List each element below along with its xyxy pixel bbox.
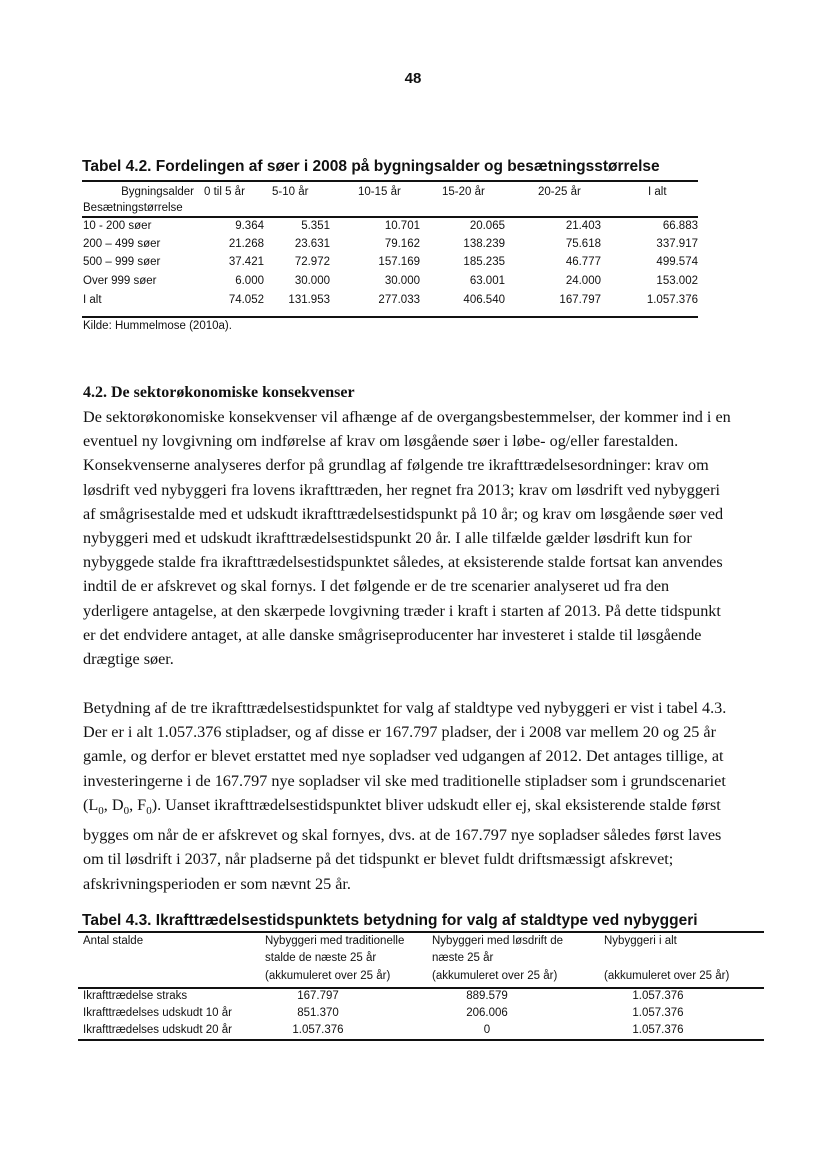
- paragraph-line: nybyggede stalde fra ikrafttrædelsestidspunktet således, at eksisterende stalde fortsat kan anvendes: [83, 553, 723, 572]
- table-cell: 1.057.376: [632, 1024, 684, 1036]
- table-cell: 72.972: [294, 256, 330, 268]
- table-4-2-col-header: 0 til 5 år: [204, 186, 245, 198]
- table-cell: 20.065: [469, 220, 505, 232]
- paragraph-line: Der er i alt 1.057.376 stipladser, og af disse er 167.797 pladser, der i 2008 var mellem 20 og 25 år: [83, 723, 717, 742]
- table-cell: 851.370: [297, 1007, 339, 1019]
- table-cell: 499.574: [656, 256, 698, 268]
- table-cell: 185.235: [463, 256, 505, 268]
- table-4-2-col-header: 15-20 år: [442, 186, 485, 198]
- table-4-3-col-header: (akkumuleret over 25 år): [432, 970, 558, 982]
- paragraph-line: løsdrift ved nybyggeri fra lovens ikrafttræden, her regnet fra 2013; krav om løsdrift ved nybyggeri: [83, 480, 720, 499]
- row-label: 200 – 499 søer: [83, 238, 161, 250]
- paragraph-line: af smågrisestalde med et udskudt ikrafttrædelsestidspunkt på 10 år; og krav om løsgående søer ved: [83, 504, 724, 523]
- table-4-2-col-header: 5-10 år: [272, 186, 309, 198]
- table-4-2-col-header: 20-25 år: [538, 186, 581, 198]
- table-cell: 1.057.376: [632, 1007, 684, 1019]
- paragraph-line: er det endvidere antaget, at alle danske smågriseproducenter har investeret i stalde til løsgående: [83, 625, 702, 644]
- table-cell: 75.618: [565, 238, 601, 250]
- table-cell: 206.006: [466, 1007, 508, 1019]
- table-4-2-row-header-label: Bygningsalder: [121, 186, 194, 198]
- table-4-3-col-header: (akkumuleret over 25 år): [265, 970, 391, 982]
- paragraph-line: yderligere antagelse, at den skærpede lovgivning træder i kraft i starten af 2013. På dette tidspunkt: [83, 601, 721, 620]
- table-cell: 63.001: [469, 275, 505, 287]
- paragraph-line: afskrivningsperioden er som nævnt 25 år.: [83, 874, 351, 893]
- table-4-3-row-header: Antal stalde: [83, 935, 144, 947]
- table-4-2-top-rule: [82, 180, 698, 182]
- table-4-3-bottom-rule: [78, 1039, 764, 1041]
- table-4-3-col-header: Nybyggeri i alt: [604, 935, 677, 947]
- table-cell: 21.403: [565, 220, 601, 232]
- paragraph-line: Konsekvenserne analyseres derfor på grundlag af følgende tre ikrafttrædelsesordninger: krav om: [83, 456, 709, 475]
- table-4-3-top-rule: [78, 931, 764, 933]
- table-4-3-col-header: Nybyggeri med traditionelle: [265, 935, 405, 947]
- table-cell: 157.169: [378, 256, 420, 268]
- table-cell: 23.631: [294, 238, 330, 250]
- paragraph-line: om til løsdrift i 2037, når pladserne på det tidspunkt er blevet fuldt driftsmæssigt afskrevet;: [83, 850, 674, 869]
- table-4-3-title: Tabel 4.3. Ikrafttrædelsestidspunktets betydning for valg af staldtype ved nybyggeri: [82, 912, 698, 929]
- table-cell: 406.540: [463, 294, 505, 306]
- page-number: 48: [404, 70, 422, 87]
- table-4-2-bottom-rule: [82, 316, 698, 318]
- table-4-3-col-header: stalde de næste 25 år: [265, 952, 377, 964]
- table-cell: 37.421: [228, 256, 264, 268]
- table-cell: 79.162: [384, 238, 420, 250]
- paragraph-line: nybyggeri med et udskudt ikrafttrædelsestidspunkt 20 år. I alle tilfælde gælder løsdrift kun for: [83, 529, 692, 548]
- table-cell: 46.777: [565, 256, 601, 268]
- table-cell: 337.917: [656, 238, 698, 250]
- paragraph-line: indtil de er afskrevet og skal fornys. I det følgende er de tre scenarier analyseret ud fra den: [83, 577, 670, 596]
- table-cell: 138.239: [463, 238, 505, 250]
- table-cell: 9.364: [235, 220, 264, 232]
- table-4-2-title: Tabel 4.2. Fordelingen af søer i 2008 på bygningsalder og besætningsstørrelse: [82, 158, 660, 175]
- paragraph-line: gamle, og derfor er blevet erstattet med nye sopladser ved udgangen af 2012. Det antages tillige, at: [83, 747, 724, 766]
- paragraph-line: De sektorøkonomiske konsekvenser vil afhænge af de overgangsbestemmelser, der kommer ind i en: [83, 408, 731, 426]
- paragraph-line: bygges om når de er afskrevet og skal fornyes, dvs. at de 167.797 nye sopladser således først laves: [83, 826, 722, 845]
- table-cell: 167.797: [559, 294, 601, 306]
- table-cell: 1.057.376: [632, 990, 684, 1002]
- table-cell: 66.883: [662, 220, 698, 232]
- table-4-2-col-header-label: Besætningstørrelse: [83, 202, 183, 214]
- table-4-3-col-header: (akkumuleret over 25 år): [604, 970, 730, 982]
- table-cell: 30.000: [384, 275, 420, 287]
- paragraph-2-formula-line: ($L_0$, $D_0$, $F_0$). Uanset ikrafttrædelsestidspunktet bliver udskudt eller ej, skal eksisterende stalde først: [83, 795, 721, 818]
- table-cell: 74.052: [228, 294, 264, 306]
- table-4-2-source: Kilde: Hummelmose (2010a).: [83, 320, 232, 332]
- table-4-3-col-header: Nybyggeri med løsdrift de: [432, 935, 564, 947]
- row-label: Ikrafttrædelses udskudt 10 år: [83, 1007, 232, 1019]
- table-cell: 21.268: [228, 238, 264, 250]
- table-cell: 24.000: [565, 275, 601, 287]
- paragraph-line: investeringerne i de 167.797 nye sopladser vil ske med traditionelle stipladser som i grundscenariet: [83, 771, 726, 790]
- row-label: Ikrafttrædelses udskudt 20 år: [83, 1024, 232, 1036]
- table-4-2-col-header: I alt: [648, 186, 667, 198]
- table-cell: 0: [483, 1024, 491, 1036]
- row-label: 10 - 200 søer: [83, 220, 152, 232]
- paragraph-1: [83, 405, 731, 671]
- paragraph-2: [83, 696, 726, 896]
- paragraph-line: drægtige søer.: [83, 650, 174, 669]
- table-cell: 5.351: [301, 220, 330, 232]
- table-cell: 10.701: [384, 220, 420, 232]
- row-label: Ikrafttrædelse straks: [83, 990, 188, 1002]
- table-cell: 277.033: [378, 294, 420, 306]
- row-label: Over 999 søer: [83, 275, 157, 287]
- paragraph-line: Betydning af de tre ikrafttrædelsestidspunktet for valg af staldtype ved nybyggeri er vist i tabel 4.3.: [83, 699, 727, 717]
- table-4-2-header-rule: [82, 216, 698, 218]
- table-cell: 30.000: [294, 275, 330, 287]
- table-4-2-col-header: 10-15 år: [358, 186, 401, 198]
- table-4-3-col-header: næste 25 år: [432, 952, 494, 964]
- row-label: I alt: [83, 294, 102, 306]
- table-cell: 131.953: [288, 294, 330, 306]
- table-cell: 889.579: [466, 990, 508, 1002]
- table-cell: 1.057.376: [292, 1024, 344, 1036]
- table-cell: 6.000: [235, 275, 264, 287]
- row-label: 500 – 999 søer: [83, 256, 161, 268]
- table-cell: 153.002: [656, 275, 698, 287]
- paragraph-line: eventuel ny lovgivning om indførelse af krav om løsgående søer i løbe- og/eller farestalden.: [83, 432, 679, 451]
- table-cell: 1.057.376: [646, 294, 698, 306]
- section-heading: 4.2. De sektorøkonomiske konsekvenser: [83, 384, 355, 401]
- table-cell: 167.797: [297, 990, 339, 1002]
